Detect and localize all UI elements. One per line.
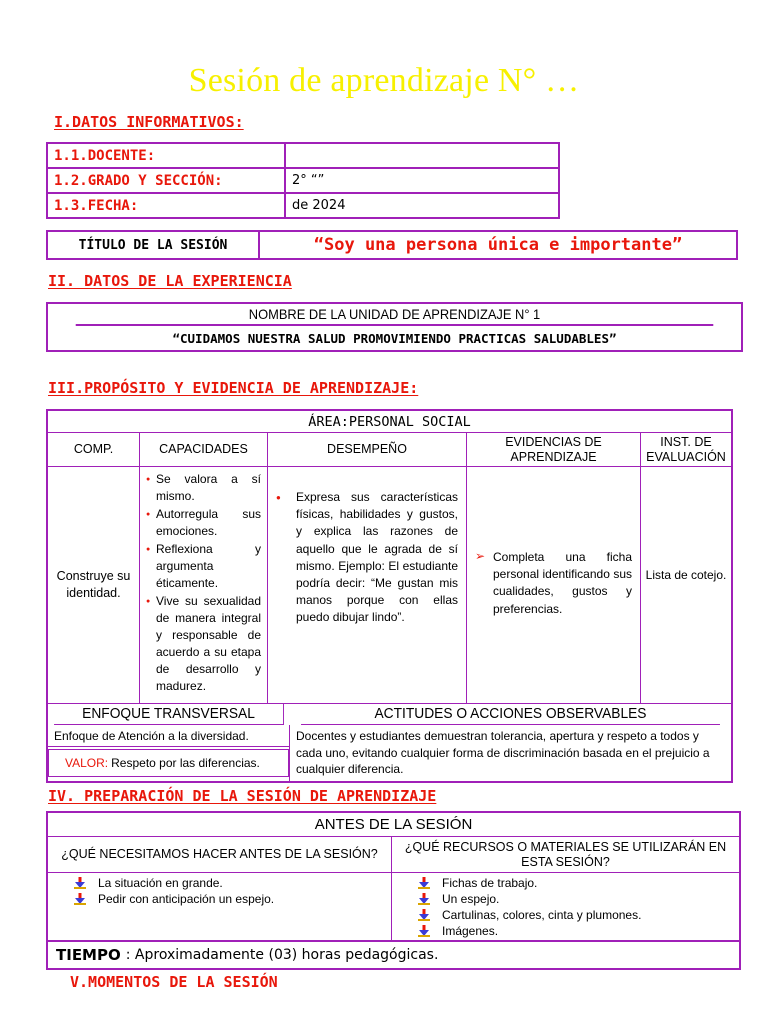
col-header-evidencias: EVIDENCIAS DE APRENDIZAJE — [467, 433, 641, 467]
list-item: Imágenes. — [418, 923, 739, 939]
grado-value: 2° “” — [285, 168, 559, 193]
docente-label: 1.1.DOCENTE: — [47, 143, 285, 168]
desempeno-text: Expresa sus características físicas, habilidades y gustos, y explica las razones de aquello que le agrada de sí mismo. Ejemplo: El estudiante podría decir: “Me gustan mis manos porque con ellas puedo dibujar lindo”. — [296, 490, 458, 625]
unidad-box — [46, 302, 743, 352]
table-row — [47, 143, 559, 168]
titulo-sesion-value: “Soy una persona única e importante” — [313, 235, 683, 255]
list-item: Fichas de trabajo. — [418, 875, 739, 891]
tiempo-row — [48, 940, 739, 968]
enfoque-cell — [48, 725, 290, 781]
area-header: ÁREA:PERSONAL SOCIAL — [48, 411, 731, 433]
list-item: La situación en grande. — [74, 875, 391, 891]
evidencia-text: Completa una ficha personal identificando sus cualidades, gustos y preferencias. — [493, 550, 632, 616]
competencia-cell: Construye su identidad. — [48, 467, 140, 703]
arrow-down-icon — [418, 893, 442, 905]
valor-text: Respeto por las diferencias. — [111, 756, 260, 770]
docente-value — [285, 143, 559, 168]
proposito-header-row — [48, 433, 731, 467]
capacidades-cell — [140, 467, 268, 703]
desempeno-cell — [268, 467, 467, 703]
col-header-necesitamos: ¿QUÉ NECESITAMOS HACER ANTES DE LA SESIÓN? — [48, 837, 392, 873]
arrow-down-icon — [74, 877, 98, 889]
unidad-label: NOMBRE DE LA UNIDAD DE APRENDIZAJE N° 1 — [76, 304, 714, 326]
col-header-recursos: ¿QUÉ RECURSOS O MATERIALES SE UTILIZARÁN EN ESTA SESIÓN? — [392, 837, 739, 873]
capacidades-list — [140, 467, 267, 695]
table-row — [47, 193, 559, 218]
enfoque-header: ENFOQUE TRANSVERSAL — [54, 704, 284, 725]
col-header-capacidades: CAPACIDADES — [140, 433, 268, 467]
fecha-value: de 2024 — [285, 193, 559, 218]
arrow-down-icon — [74, 893, 98, 905]
preparacion-columns — [48, 837, 739, 940]
proposito-table — [46, 409, 733, 783]
bullet-icon: ● — [276, 493, 281, 502]
datos-informativos-table — [46, 142, 560, 219]
necesitamos-cell — [48, 873, 392, 940]
list-item: ● Autorregula sus emociones. — [146, 506, 261, 540]
valor-row — [48, 749, 289, 777]
titulo-sesion-label: TÍTULO DE LA SESIÓN — [48, 232, 260, 258]
instrumento-cell: Lista de cotejo. — [645, 568, 727, 582]
list-item: Un espejo. — [418, 891, 739, 907]
arrow-bullet-icon: ➢ — [475, 549, 486, 563]
recursos-cell — [392, 873, 739, 940]
table-row — [47, 168, 559, 193]
evidencia-cell — [467, 467, 641, 703]
section-heading-datos-experiencia: II. DATOS DE LA EXPERIENCIA — [48, 272, 292, 290]
preparacion-table — [46, 811, 741, 970]
list-item: Cartulinas, colores, cinta y plumones. — [418, 907, 739, 923]
section-heading-preparacion: IV. PREPARACIÓN DE LA SESIÓN DE APRENDIZAJE — [48, 787, 437, 805]
list-item: Pedir con anticipación un espejo. — [74, 891, 391, 907]
section-heading-datos-informativos: I.DATOS INFORMATIVOS: — [54, 113, 244, 131]
titulo-sesion-box — [46, 230, 738, 260]
unidad-value: “CUIDAMOS NUESTRA SALUD PROMOVIMIENDO PRACTICAS SALUDABLES” — [172, 330, 617, 346]
section-heading-momentos: V.MOMENTOS DE LA SESIÓN — [70, 973, 278, 991]
fecha-label: 1.3.FECHA: — [47, 193, 285, 218]
list-item: ● Se valora a sí mismo. — [146, 471, 261, 505]
actitudes-header: ACTITUDES O ACCIONES OBSERVABLES — [301, 704, 720, 725]
col-header-comp: COMP. — [48, 433, 140, 467]
tiempo-label: TIEMPO — [56, 946, 121, 964]
necesitamos-list — [74, 875, 391, 907]
actitudes-text: Docentes y estudiantes demuestran tolerancia, apertura y respeto a todos y cada uno, evitando cualquier forma de discriminación basada en el prejuicio a cualquier diferencia. — [296, 729, 710, 776]
arrow-down-icon — [418, 925, 442, 937]
page-title: Sesión de aprendizaje N° … — [188, 62, 580, 99]
section-heading-proposito: III.PROPÓSITO Y EVIDENCIA DE APRENDIZAJE: — [48, 379, 419, 397]
tiempo-value: : Aproximadamente (03) horas pedagógicas. — [125, 947, 439, 963]
list-item: ● Reflexiona y argumenta éticamente. — [146, 541, 261, 592]
enfoque-text: Enfoque de Atención a la diversidad. — [48, 725, 289, 747]
list-item: ● Vive su sexualidad de manera integral y responsable de acuerdo a su etapa de desarrollo y madurez. — [146, 593, 261, 695]
antes-sesion-header: ANTES DE LA SESIÓN — [48, 813, 739, 837]
recursos-list — [418, 875, 739, 939]
proposito-body-row — [48, 467, 731, 703]
col-header-instrumento: INST. DE EVALUACIÓN — [641, 433, 731, 467]
enfoque-section — [48, 703, 731, 781]
arrow-down-icon — [418, 877, 442, 889]
col-header-desempeno: DESEMPEÑO — [268, 433, 467, 467]
arrow-down-icon — [418, 909, 442, 921]
valor-label: VALOR: — [65, 756, 109, 770]
grado-label: 1.2.GRADO Y SECCIÓN: — [47, 168, 285, 193]
